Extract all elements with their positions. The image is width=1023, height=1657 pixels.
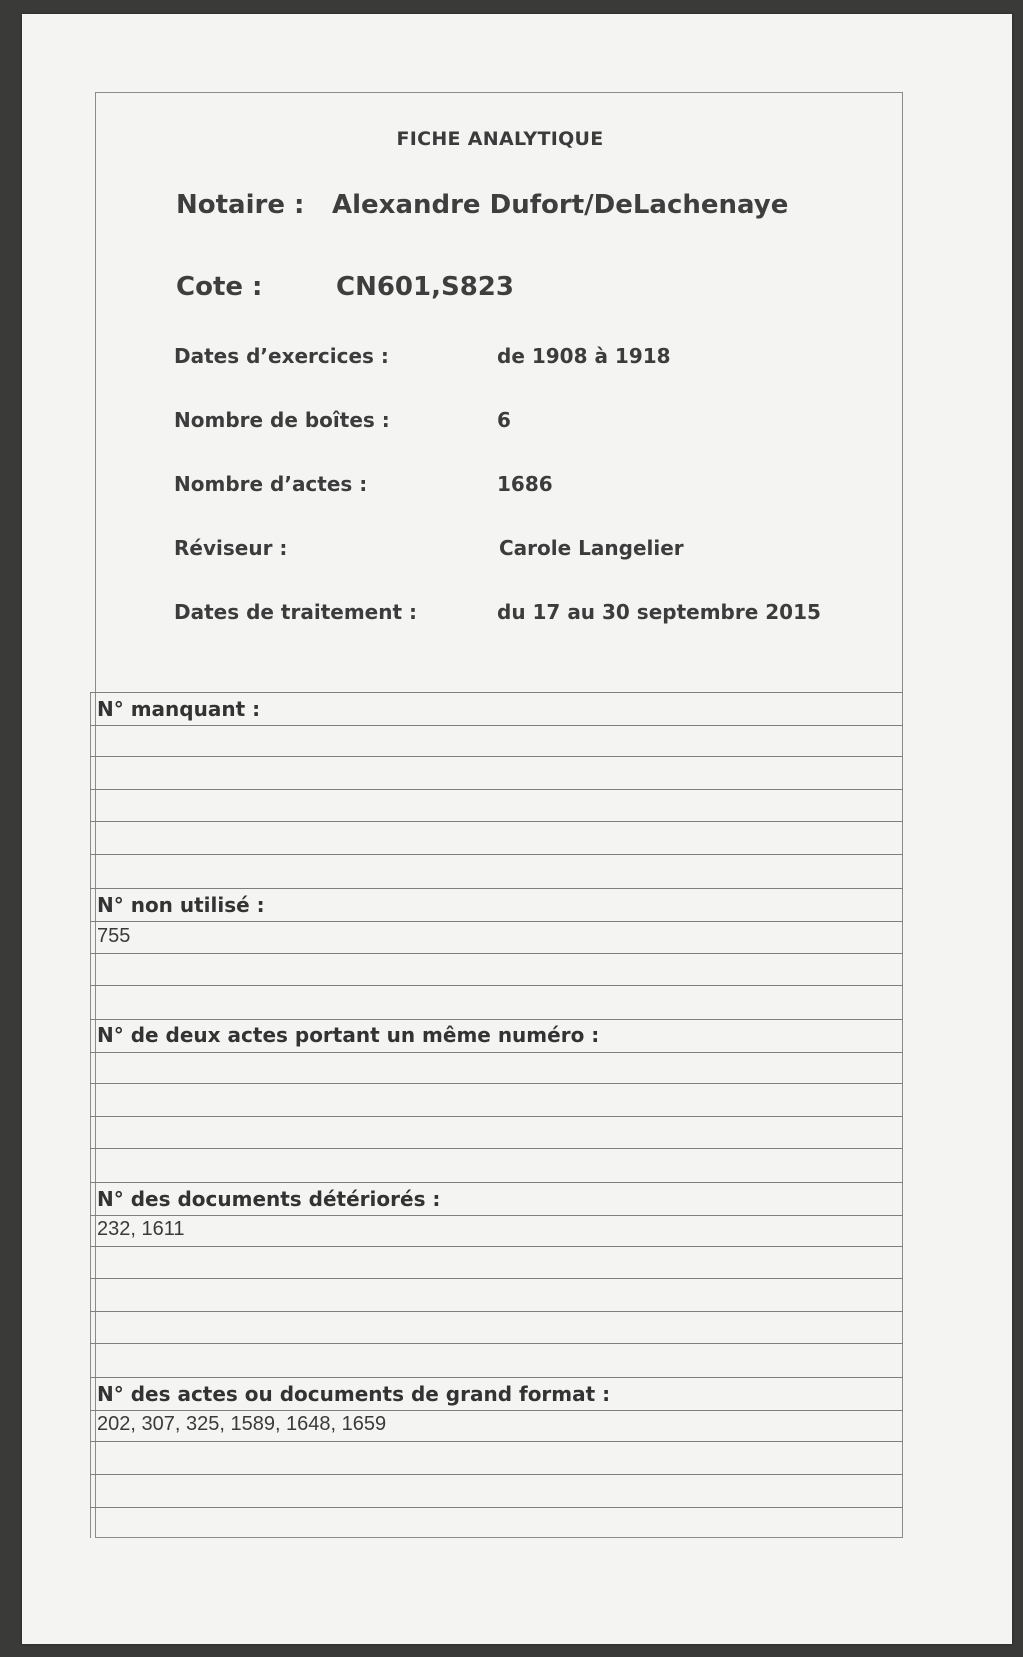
dates-traitement-value: du 17 au 30 septembre 2015 [497, 600, 821, 624]
rule-line [90, 725, 903, 726]
nombre-boites-label: Nombre de boîtes : [174, 408, 390, 432]
rule-line [90, 1474, 903, 1475]
rule-line [90, 854, 903, 855]
deteriores-label: N° des documents détériorés : [97, 1187, 441, 1211]
grand-format-value: 202, 307, 325, 1589, 1648, 1659 [97, 1413, 387, 1435]
cote-row [176, 272, 514, 302]
rule-line [90, 1441, 903, 1442]
rule-line [90, 692, 903, 693]
rule-line [90, 985, 903, 986]
rule-line [90, 821, 903, 822]
rule-line [90, 1019, 903, 1020]
rule-line [90, 1182, 903, 1183]
rule-line [90, 1052, 903, 1053]
manquant-label: N° manquant : [97, 697, 261, 721]
nombre-actes-label: Nombre d’actes : [174, 472, 368, 496]
dates-exercices-value: de 1908 à 1918 [497, 344, 671, 368]
reviseur-value: Carole Langelier [499, 536, 684, 560]
rule-line [90, 921, 903, 922]
grand-format-label: N° des actes ou documents de grand format : [97, 1382, 611, 1406]
rule-line [90, 1278, 903, 1279]
cote-value: CN601,S823 [336, 272, 514, 302]
rule-line [90, 953, 903, 954]
rule-line [90, 1311, 903, 1312]
rule-line [90, 1116, 903, 1117]
rule-line [90, 1343, 903, 1344]
form-left-border [90, 692, 91, 1538]
form-title: FICHE ANALYTIQUE [396, 128, 604, 150]
form-frame [95, 92, 903, 1538]
deteriores-value: 232, 1611 [97, 1218, 185, 1240]
rule-line [90, 1246, 903, 1247]
rule-line [90, 1083, 903, 1084]
rule-line [90, 1410, 903, 1411]
rule-line [90, 1507, 903, 1508]
nombre-boites-value: 6 [497, 408, 511, 432]
rule-line [90, 1377, 903, 1378]
non-utilise-label: N° non utilisé : [97, 893, 265, 917]
reviseur-label: Réviseur : [174, 536, 288, 560]
rule-line [90, 888, 903, 889]
rule-line [90, 1215, 903, 1216]
notaire-row [176, 190, 789, 220]
cote-label: Cote : [176, 272, 263, 302]
dates-traitement-label: Dates de traitement : [174, 600, 417, 624]
rule-line [90, 1148, 903, 1149]
notaire-label: Notaire : [176, 190, 305, 220]
nombre-actes-value: 1686 [497, 472, 553, 496]
rule-line [90, 756, 903, 757]
rule-line [90, 789, 903, 790]
notaire-value: Alexandre Dufort/DeLachenaye [332, 190, 789, 220]
non-utilise-value: 755 [97, 925, 131, 947]
dates-exercices-label: Dates d’exercices : [174, 344, 389, 368]
meme-numero-label: N° de deux actes portant un même numéro : [97, 1023, 600, 1047]
